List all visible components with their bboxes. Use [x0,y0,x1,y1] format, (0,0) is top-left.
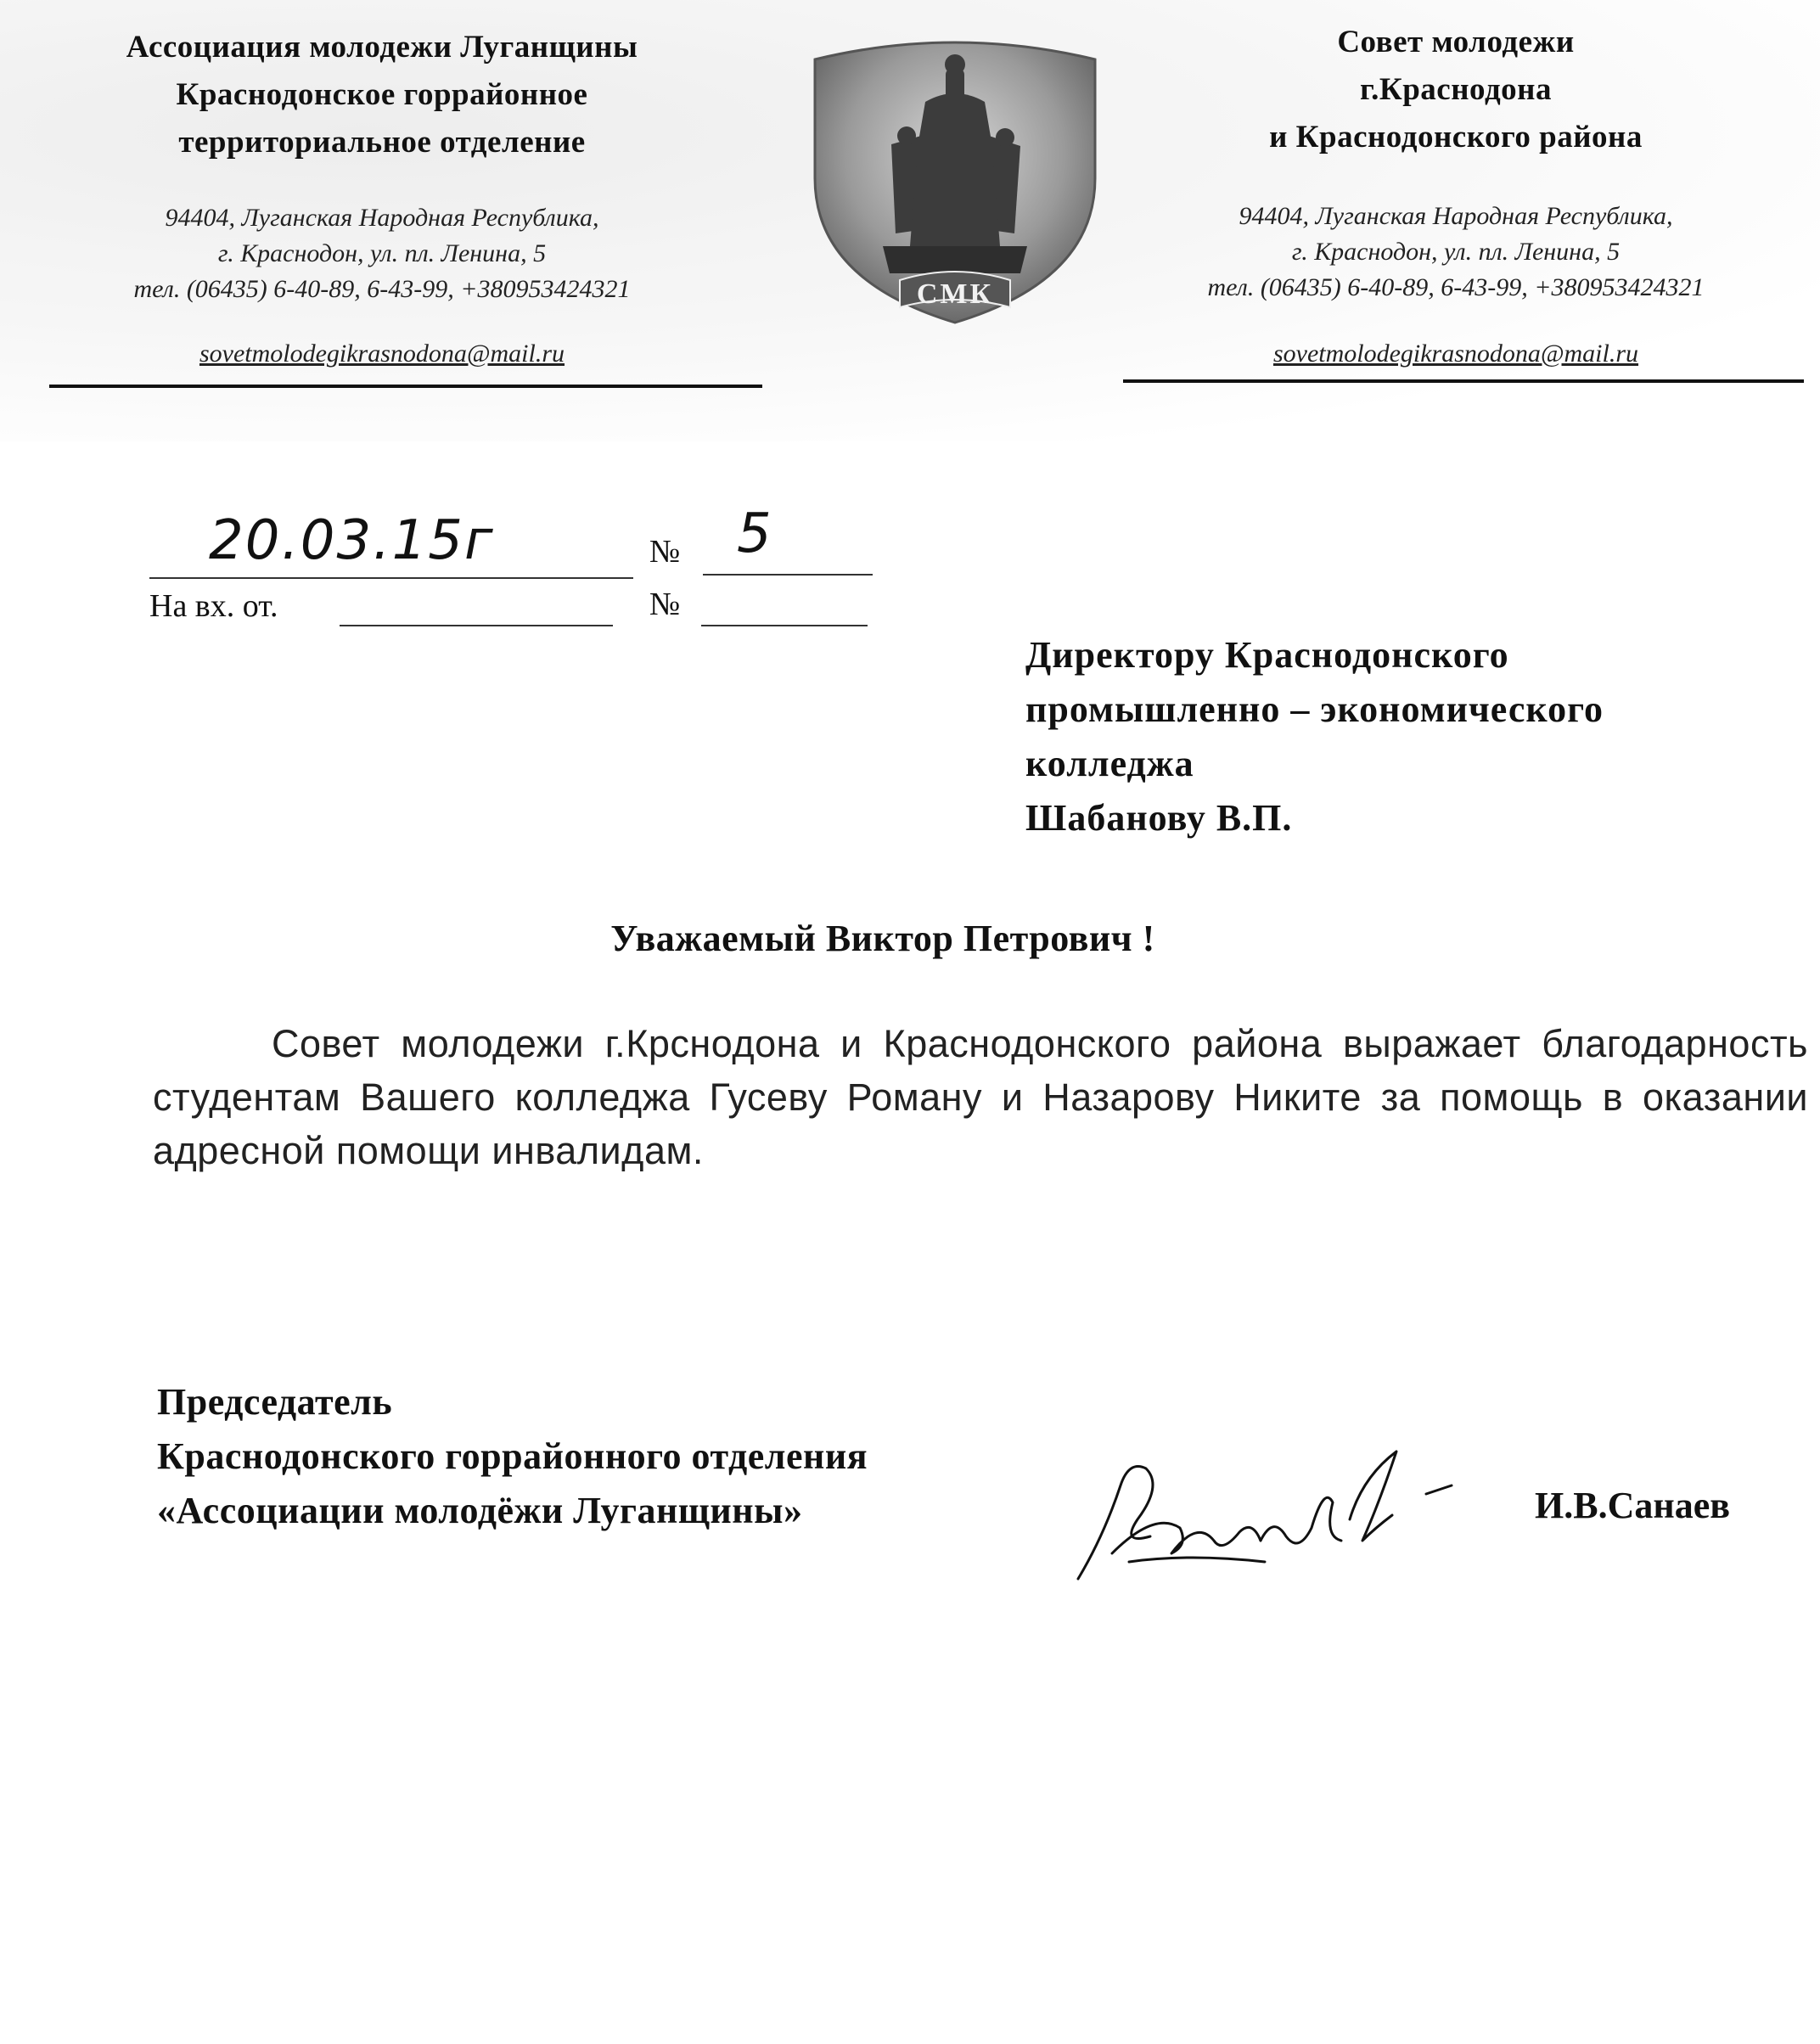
header-right-title-line: г.Краснодона [1360,72,1552,107]
header-right-address-line: 94404, Луганская Народная Республика, [1239,202,1673,230]
header-left-address-line: тел. (06435) 6-40-89, 6-43-99, +380953424321 [133,275,631,303]
addressee-line: Директору Краснодонского [1025,634,1509,676]
salutation: Уважаемый Виктор Петрович ! [610,918,1155,959]
addressee-block [1025,628,1789,845]
signature-position-line: Краснодонского горрайонного отделения [157,1435,868,1477]
header-right [1121,19,1791,368]
signatory-name: И.В.Санаев [1535,1485,1730,1526]
number-field[interactable] [703,503,873,576]
header-left-title-line: территориальное отделение [178,125,586,160]
header-left-address-line: г. Краснодон, ул. пл. Ленина, 5 [217,239,547,267]
incoming-number-field[interactable] [701,586,868,626]
handwritten-signature [1070,1435,1469,1587]
header-left [34,24,730,368]
header-left-address [34,200,730,307]
addressee-line: колледжа [1025,743,1194,784]
header-left-title-line: Ассоциация молодежи Луганщины [126,30,638,65]
header-right-title-line: Совет молодежи [1337,25,1575,59]
body-paragraph: Совет молодежи г.Крснодона и Краснодонского района выражает благодарность студентам Вашего колледжа Гусеву Роману и Назарову Никите за помощь в оказании адресной помощи инвалидам. [153,1022,1808,1172]
date-field[interactable] [149,509,633,579]
header-right-address-line: тел. (06435) 6-40-89, 6-43-99, +380953424321 [1207,273,1705,301]
header-right-address-line: г. Краснодон, ул. пл. Ленина, 5 [1291,238,1621,266]
incoming-number-sign: № [649,587,681,622]
number-sign: № [649,534,681,570]
number-handwritten: 5 [737,503,773,565]
incoming-label: На вх. от. [149,588,278,624]
incoming-date-field[interactable] [340,586,613,626]
header-right-title-line: и Краснодонского района [1269,120,1643,154]
header-right-rule [1123,379,1804,383]
addressee-line: Шабанову В.П. [1025,797,1293,839]
signature-position-line: «Ассоциации молодёжи Луганщины» [157,1490,803,1531]
header-right-address [1121,199,1791,306]
signature-scribble-icon [1070,1435,1469,1587]
header-left-title-line: Краснодонское горрайонное [176,77,588,112]
header-left-email[interactable]: sovetmolodegikrasnodona@mail.ru [199,340,565,368]
addressee-line: промышленно – экономического [1025,688,1604,730]
emblem-label: СМК [916,278,994,310]
date-handwritten: 20.03.15г [209,509,495,572]
header-right-title [1121,19,1791,161]
signature-position [157,1375,1176,1538]
signature-position-line: Председатель [157,1381,393,1423]
header-left-title [34,24,730,166]
emblem [798,34,1112,331]
header-left-rule [49,385,762,388]
header-left-address-line: 94404, Луганская Народная Республика, [165,204,599,232]
shield-emblem-icon [798,34,1112,331]
header-right-email[interactable]: sovetmolodegikrasnodona@mail.ru [1272,340,1639,368]
